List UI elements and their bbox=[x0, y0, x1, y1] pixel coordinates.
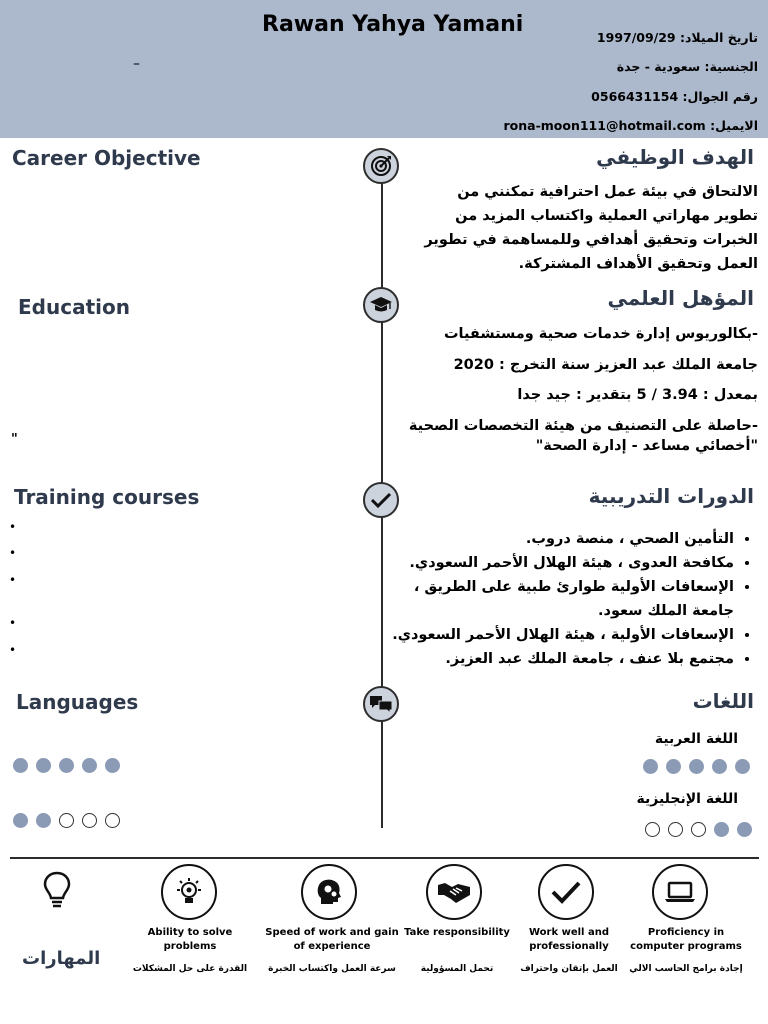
skills-title-ar: المهارات bbox=[22, 948, 101, 969]
skill-label-ar: إجادة برامج الحاسب الالي bbox=[629, 964, 743, 974]
rating-dot-filled bbox=[59, 758, 74, 773]
rating-dot-empty bbox=[105, 813, 120, 828]
rating-dot-filled bbox=[13, 813, 28, 828]
head-gears-icon bbox=[301, 864, 357, 920]
target-icon bbox=[363, 148, 399, 184]
rating-dot-empty bbox=[82, 813, 97, 828]
skill-label-ar: القدرة على حل المشكلات bbox=[132, 964, 248, 974]
education-classification: -حاصلة على التصنيف من هيئة التخصصات الصحية bbox=[408, 418, 758, 434]
english-language-label: اللغة الإنجليزية bbox=[636, 791, 738, 807]
training-title: Training courses bbox=[14, 485, 200, 509]
checkmark-icon bbox=[538, 864, 594, 920]
list-item: • مجتمع بلا عنف ، جامعة الملك عبد العزيز. bbox=[389, 647, 734, 671]
english-rating-left bbox=[13, 813, 120, 828]
rating-dot-empty bbox=[668, 822, 683, 837]
arabic-language-label: اللغة العربية bbox=[654, 731, 738, 747]
skill-label: Take responsibility bbox=[404, 927, 510, 938]
career-objective-title-ar: الهدف الوظيفي bbox=[596, 145, 754, 169]
rating-dot-filled bbox=[712, 759, 727, 774]
arabic-rating-right bbox=[643, 759, 750, 774]
skill-label: Proficiency in computer programs bbox=[630, 927, 742, 952]
candidate-name: Rawan Yahya Yamani bbox=[262, 12, 524, 37]
career-objective-text: الالتحاق في بيئة عمل احترافية تمكنني من تطوير مهاراتي العملية واكتساب المزيد من الخبرات وتحقيق أهدافي وللمساهمة في تطوير العمل وتحقيق الأهداف المشتركة. bbox=[424, 184, 758, 272]
left-bullet: • bbox=[9, 546, 17, 560]
rating-dot-filled bbox=[666, 759, 681, 774]
education-classification-title: "أخصائي مساعد - إدارة الصحة" bbox=[535, 438, 758, 454]
birth-date: تاريخ الميلاد: 1997/09/29 bbox=[596, 30, 758, 45]
rating-dot-filled bbox=[737, 822, 752, 837]
checkmark-icon bbox=[363, 482, 399, 518]
rating-dot-filled bbox=[689, 759, 704, 774]
education-gpa: بمعدل : 3.94 / 5 بتقدير : جيد جدا bbox=[517, 387, 758, 403]
rating-dot-filled bbox=[643, 759, 658, 774]
education-university: جامعة الملك عبد العزيز سنة التخرج : 2020 bbox=[453, 357, 758, 373]
skill-label: Speed of work and gain of experience bbox=[265, 927, 399, 952]
languages-title: Languages bbox=[16, 690, 139, 714]
education-title: Education bbox=[18, 295, 130, 319]
list-item: • الإسعافات الأولية ، هيئة الهلال الأحمر السعودي. bbox=[389, 623, 734, 647]
training-title-ar: الدورات التدريبية bbox=[588, 484, 754, 508]
languages-title-ar: اللغات bbox=[692, 689, 754, 713]
rating-dot-filled bbox=[714, 822, 729, 837]
rating-dot-empty bbox=[59, 813, 74, 828]
rating-dot-filled bbox=[105, 758, 120, 773]
graduation-cap-icon bbox=[363, 287, 399, 323]
rating-dot-filled bbox=[36, 758, 51, 773]
nationality: الجنسية: سعودية - جدة bbox=[616, 59, 758, 74]
rating-dot-filled bbox=[36, 813, 51, 828]
education-degree: -بكالوريوس إدارة خدمات صحية ومستشفيات bbox=[443, 326, 758, 342]
skill-label-ar: العمل بإتقان واحتراف bbox=[520, 964, 618, 974]
chat-bubbles-icon bbox=[363, 686, 399, 722]
rating-dot-filled bbox=[13, 758, 28, 773]
training-list bbox=[389, 527, 754, 671]
career-objective-title: Career Objective bbox=[12, 146, 201, 170]
handshake-icon bbox=[426, 864, 482, 920]
left-bullet: • bbox=[9, 643, 17, 657]
education-title-ar: المؤهل العلمي bbox=[607, 286, 754, 310]
list-item: • الإسعافات الأولية طوارئ طبية على الطريق ، جامعة الملك سعود. bbox=[389, 575, 734, 623]
rating-dot-empty bbox=[645, 822, 660, 837]
education-left-quote: " bbox=[11, 432, 18, 447]
list-item: • التأمين الصحي ، منصة دروب. bbox=[389, 527, 734, 551]
lightbulb-icon bbox=[42, 870, 72, 914]
rating-dot-filled bbox=[82, 758, 97, 773]
skill-label: Work well and professionally bbox=[529, 927, 609, 952]
rating-dot-filled bbox=[735, 759, 750, 774]
email-address: الايميل: rona-moon111@hotmail.com bbox=[503, 118, 758, 133]
list-item: • مكافحة العدوى ، هيئة الهلال الأحمر السعودي. bbox=[389, 551, 734, 575]
english-rating-right bbox=[645, 822, 752, 837]
left-bullet: • bbox=[9, 616, 17, 630]
skill-label-ar: تحمل المسؤولية bbox=[420, 964, 494, 974]
skill-label-ar: سرعة العمل واكتساب الخبرة bbox=[268, 964, 396, 974]
arabic-rating-left bbox=[13, 758, 120, 773]
rating-dot-empty bbox=[691, 822, 706, 837]
mobile-number: رقم الجوال: 0566431154 bbox=[591, 89, 758, 104]
lightbulb-gear-icon bbox=[161, 864, 217, 920]
left-bullet: • bbox=[9, 520, 17, 534]
skills-divider bbox=[10, 857, 759, 859]
left-bullet: • bbox=[9, 573, 17, 587]
skill-label: Ability to solve problems bbox=[147, 927, 233, 952]
laptop-icon bbox=[652, 864, 708, 920]
header-dash: – bbox=[133, 56, 140, 72]
